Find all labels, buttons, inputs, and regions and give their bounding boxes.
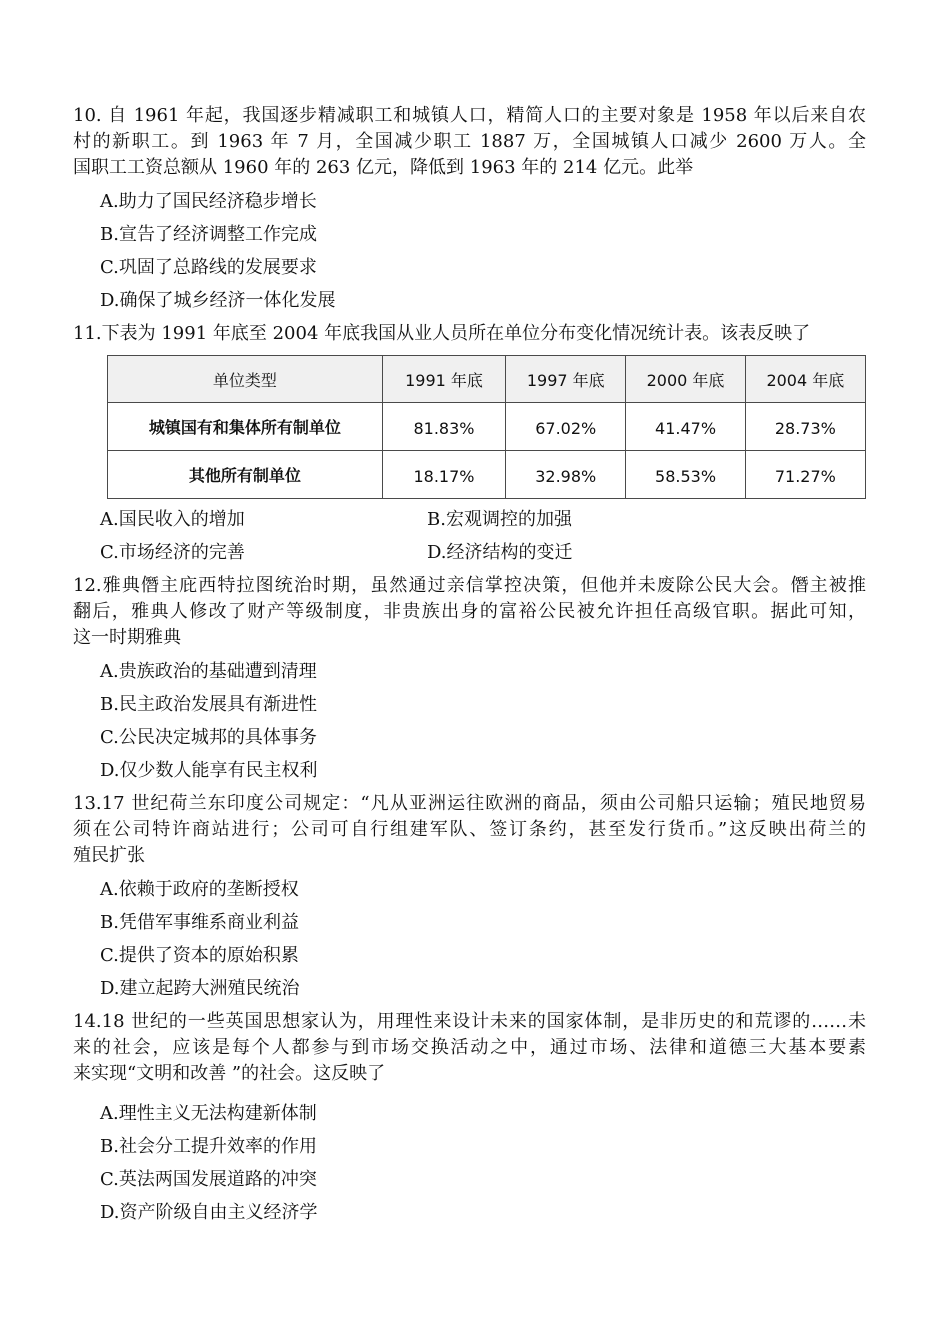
question-12-stem bbox=[73, 573, 866, 651]
question-11-options bbox=[73, 503, 866, 569]
question-13-options bbox=[73, 873, 866, 1005]
question-12-option-b: B.民主政治发展具有渐进性 bbox=[100, 694, 317, 715]
question-13-option-a: A.依赖于政府的垄断授权 bbox=[100, 879, 299, 900]
employment-distribution-table bbox=[107, 355, 866, 499]
table-cell: 67.02% bbox=[506, 403, 626, 451]
table-header-cell: 单位类型 bbox=[108, 356, 383, 403]
question-13-stem bbox=[73, 791, 866, 869]
question-11-stem-line: 11.下表为 1991 年底至 2004 年底我国从业人员所在单位分布变化情况统计表。该表反映了 bbox=[73, 323, 811, 344]
table-cell: 32.98% bbox=[506, 451, 626, 499]
question-11-stem bbox=[73, 321, 866, 347]
question-12 bbox=[73, 573, 866, 787]
question-13-option-c: C.提供了资本的原始积累 bbox=[100, 945, 299, 966]
question-14-stem-line: 14.18 世纪的一些英国思想家认为，用理性来设计未来的国家体制，是非历史的和荒谬的……未 bbox=[73, 1011, 866, 1032]
table-row-label: 其他所有制单位 bbox=[108, 451, 383, 499]
question-10-stem-line: 10. 自 1961 年起，我国逐步精减职工和城镇人口，精简人口的主要对象是 1958 年以后来自农 bbox=[73, 105, 866, 126]
table-cell: 81.83% bbox=[382, 403, 505, 451]
question-10-options bbox=[73, 185, 866, 317]
question-11-option-d: D.经济结构的变迁 bbox=[427, 542, 573, 563]
question-12-stem-line: 翻后，雅典人修改了财产等级制度，非贵族出身的富裕公民被允许担任高级官职。据此可知， bbox=[73, 601, 866, 622]
question-14-option-b: B.社会分工提升效率的作用 bbox=[100, 1136, 317, 1157]
question-12-stem-line: 这一时期雅典 bbox=[73, 627, 181, 648]
question-13-option-d: D.建立起跨大洲殖民统治 bbox=[100, 978, 300, 999]
question-12-option-c: C.公民决定城邦的具体事务 bbox=[100, 727, 317, 748]
question-11-option-b: B.宏观调控的加强 bbox=[427, 509, 572, 530]
question-10-option-d: D.确保了城乡经济一体化发展 bbox=[100, 290, 336, 311]
question-10-stem-line: 国职工工资总额从 1960 年的 263 亿元，降低到 1963 年的 214 亿元。此举 bbox=[73, 157, 694, 178]
question-11-option-c: C.市场经济的完善 bbox=[100, 542, 245, 563]
question-14-stem-line: 来实现“文明和改善 ”的社会。这反映了 bbox=[73, 1063, 386, 1084]
question-10-stem-line: 村的新职工。到 1963 年 7 月，全国减少职工 1887 万，全国城镇人口减少 2600 万人。全 bbox=[73, 131, 866, 152]
table-row bbox=[108, 403, 866, 451]
question-10-option-a: A.助力了国民经济稳步增长 bbox=[100, 191, 317, 212]
question-12-stem-line: 12.雅典僭主庇西特拉图统治时期，虽然通过亲信掌控决策，但他并未废除公民大会。僭主被推 bbox=[73, 575, 866, 596]
question-13-stem-line: 殖民扩张 bbox=[73, 845, 145, 866]
question-11-option-a: A.国民收入的增加 bbox=[100, 509, 245, 530]
question-14 bbox=[73, 1009, 866, 1229]
table-cell: 18.17% bbox=[382, 451, 505, 499]
table-row-label: 城镇国有和集体所有制单位 bbox=[108, 403, 383, 451]
question-11 bbox=[73, 321, 866, 569]
question-12-option-d: D.仅少数人能享有民主权利 bbox=[100, 760, 318, 781]
question-list bbox=[73, 103, 866, 1229]
question-14-option-d: D.资产阶级自由主义经济学 bbox=[100, 1202, 318, 1223]
question-10-stem bbox=[73, 103, 866, 181]
question-13 bbox=[73, 791, 866, 1005]
table-header-cell: 2000 年底 bbox=[626, 356, 745, 403]
question-14-option-a: A.理性主义无法构建新体制 bbox=[100, 1103, 317, 1124]
question-13-stem-line: 13.17 世纪荷兰东印度公司规定：“凡从亚洲运往欧洲的商品，须由公司船只运输；殖民地贸易 bbox=[73, 793, 866, 814]
question-13-option-b: B.凭借军事维系商业利益 bbox=[100, 912, 299, 933]
question-10 bbox=[73, 103, 866, 317]
question-14-options bbox=[73, 1097, 866, 1229]
question-12-option-a: A.贵族政治的基础遭到清理 bbox=[100, 661, 317, 682]
table-header-cell: 1997 年底 bbox=[506, 356, 626, 403]
question-14-option-c: C.英法两国发展道路的冲突 bbox=[100, 1169, 317, 1190]
question-14-stem bbox=[73, 1009, 866, 1087]
question-14-stem-line: 来的社会，应该是每个人都参与到市场交换活动之中，通过市场、法律和道德三大基本要素 bbox=[73, 1037, 866, 1058]
table-cell: 71.27% bbox=[745, 451, 865, 499]
question-10-option-b: B.宣告了经济调整工作完成 bbox=[100, 224, 317, 245]
question-10-option-c: C.巩固了总路线的发展要求 bbox=[100, 257, 317, 278]
table-row bbox=[108, 451, 866, 499]
question-12-options bbox=[73, 655, 866, 787]
table-cell: 28.73% bbox=[745, 403, 865, 451]
table-header-cell: 1991 年底 bbox=[382, 356, 505, 403]
table-cell: 41.47% bbox=[626, 403, 745, 451]
table-header-row bbox=[108, 356, 866, 403]
table-cell: 58.53% bbox=[626, 451, 745, 499]
question-13-stem-line: 须在公司特许商站进行；公司可自行组建军队、签订条约，甚至发行货币。”这反映出荷兰的 bbox=[73, 819, 866, 840]
table-header-cell: 2004 年底 bbox=[745, 356, 865, 403]
